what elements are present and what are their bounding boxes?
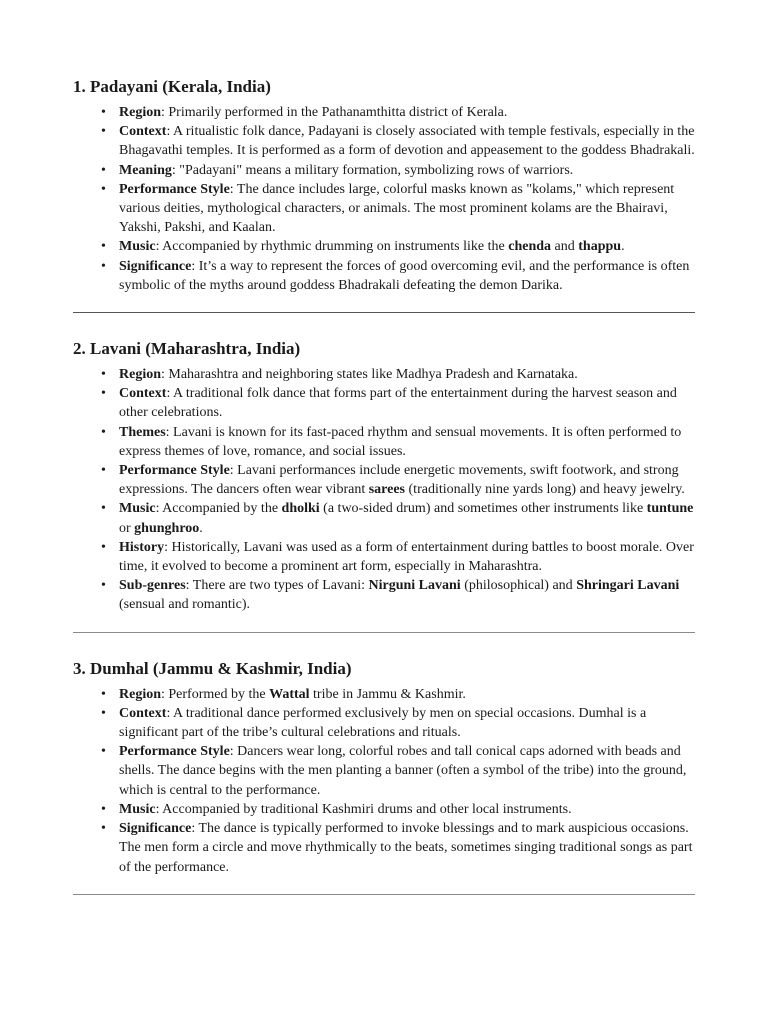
item-text: : Accompanied by traditional Kashmiri drums and other local instruments.	[155, 801, 572, 817]
section-heading: 3. Dumhal (Jammu & Kashmir, India)	[73, 658, 352, 678]
bullet-list	[73, 103, 695, 295]
list-item	[119, 704, 695, 742]
item-label: Context	[119, 124, 167, 140]
item-text: (traditionally nine yards long) and heavy jewelry.	[405, 482, 685, 498]
list-item	[119, 800, 695, 819]
section-divider	[73, 312, 695, 313]
list-item	[119, 423, 695, 461]
item-text: : A traditional dance performed exclusively by men on special occasions. Dumhal is a significant part of the tribe’s cultural celebrations and rituals.	[119, 705, 647, 741]
item-emphasis: chenda	[508, 239, 552, 255]
item-text: : Performed by the	[161, 686, 270, 702]
section-padayani	[73, 76, 695, 295]
item-text: : The dance is typically performed to invoke blessings and to mark auspicious occasions. The men form a circle and move rhythmically to the beats, sometimes singing traditional songs as part of the performance.	[119, 821, 693, 875]
item-text: : Accompanied by rhythmic drumming on instruments like the	[155, 239, 509, 255]
item-label: Context	[119, 386, 167, 402]
item-text: : Accompanied by the	[155, 501, 282, 517]
item-emphasis: Nirguni Lavani	[368, 578, 461, 594]
item-text: or	[119, 520, 135, 536]
bullet-list	[73, 685, 695, 877]
item-text: : Primarily performed in the Pathanamthitta district of Kerala.	[161, 105, 508, 120]
item-label: History	[119, 539, 165, 555]
list-item	[119, 742, 695, 800]
item-emphasis: Shringari Lavani	[576, 578, 680, 594]
list-item	[119, 685, 695, 704]
item-label: Music	[119, 239, 156, 255]
item-text: : Maharashtra and neighboring states like Madhya Pradesh and Karnataka.	[161, 367, 578, 383]
item-text: (a two-sided drum) and sometimes other instruments like	[319, 501, 647, 517]
item-text: .	[199, 520, 203, 536]
item-label: Themes	[119, 424, 166, 440]
item-emphasis: Wattal	[269, 686, 310, 702]
item-label: Music	[119, 801, 156, 817]
section-divider	[73, 632, 695, 633]
item-emphasis: thappu	[578, 239, 622, 255]
item-text: and	[551, 239, 579, 255]
item-text: : Dancers wear long, colorful robes and tall conical caps adorned with beads and shells. The dance begins with the men planting a banner (often a symbol of the tribe) into the ground, which is central to the performance.	[119, 744, 687, 798]
item-text: : There are two types of Lavani:	[185, 578, 369, 594]
list-item	[119, 384, 695, 422]
section-heading: 1. Padayani (Kerala, India)	[73, 77, 271, 96]
list-item	[119, 499, 695, 537]
item-label: Sub-genres	[119, 578, 186, 594]
item-text: : Lavani is known for its fast-paced rhythm and sensual movements. It is often performed to express themes of love, romance, and social issues.	[119, 424, 682, 459]
list-item	[119, 103, 695, 122]
item-text: : A ritualistic folk dance, Padayani is closely associated with temple festivals, especially in the Bhagavathi temples. It is performed as a form of devotion and appeasement to the goddess Bhadrakali.	[119, 124, 695, 159]
item-label: Performance Style	[119, 181, 230, 197]
item-label: Region	[119, 686, 161, 702]
item-label: Context	[119, 705, 167, 721]
item-text: (philosophical) and	[460, 578, 577, 594]
item-label: Performance Style	[119, 463, 230, 479]
item-label: Meaning	[119, 162, 172, 178]
item-text: (sensual and romantic).	[119, 597, 251, 613]
section-heading: 2. Lavani (Maharashtra, India)	[73, 339, 301, 359]
document-page	[73, 76, 695, 895]
list-item	[119, 237, 695, 256]
item-emphasis: ghunghroo	[134, 520, 200, 536]
item-label: Region	[119, 367, 161, 383]
list-item	[119, 161, 695, 180]
list-item	[119, 257, 695, 295]
list-item	[119, 576, 695, 614]
section-divider	[73, 894, 695, 895]
item-text: : Historically, Lavani was used as a form of entertainment during battles to boost morale. Over time, it evolved to become a prominent art form, especially in Maharashtra.	[119, 539, 694, 575]
item-text: : The dance includes large, colorful masks known as "kolams," which represent various deities, mythological characters, or animals. The most prominent kolams are the Bhairavi, Yakshi, Pakshi, and Kaalan.	[119, 181, 675, 236]
item-emphasis: tuntune	[646, 501, 694, 517]
bullet-list	[73, 365, 695, 615]
item-emphasis: sarees	[368, 482, 406, 498]
list-item	[119, 122, 695, 160]
list-item	[119, 538, 695, 576]
list-item	[119, 461, 695, 499]
item-emphasis: dholki	[281, 501, 320, 517]
item-text: : It’s a way to represent the forces of good overcoming evil, and the performance is often symbolic of the myths around goddess Bhadrakali defeating the demon Darika.	[119, 258, 690, 293]
section-lavani	[73, 338, 695, 615]
item-text: tribe in Jammu & Kashmir.	[309, 686, 466, 702]
section-dumhal	[73, 658, 695, 877]
list-item	[119, 819, 695, 877]
item-label: Significance	[119, 821, 192, 837]
item-label: Performance Style	[119, 744, 230, 760]
item-label: Region	[119, 105, 161, 120]
item-label: Music	[119, 501, 156, 517]
list-item	[119, 180, 695, 238]
item-text: : Lavani performances include energetic movements, swift footwork, and strong expressions. The dancers often wear vibrant	[119, 463, 679, 498]
item-text: .	[621, 239, 625, 255]
item-text: : "Padayani" means a military formation, symbolizing rows of warriors.	[171, 162, 574, 178]
item-label: Significance	[119, 258, 192, 274]
item-text: : A traditional folk dance that forms part of the entertainment during the harvest season and other celebrations.	[119, 386, 677, 421]
list-item	[119, 365, 695, 384]
